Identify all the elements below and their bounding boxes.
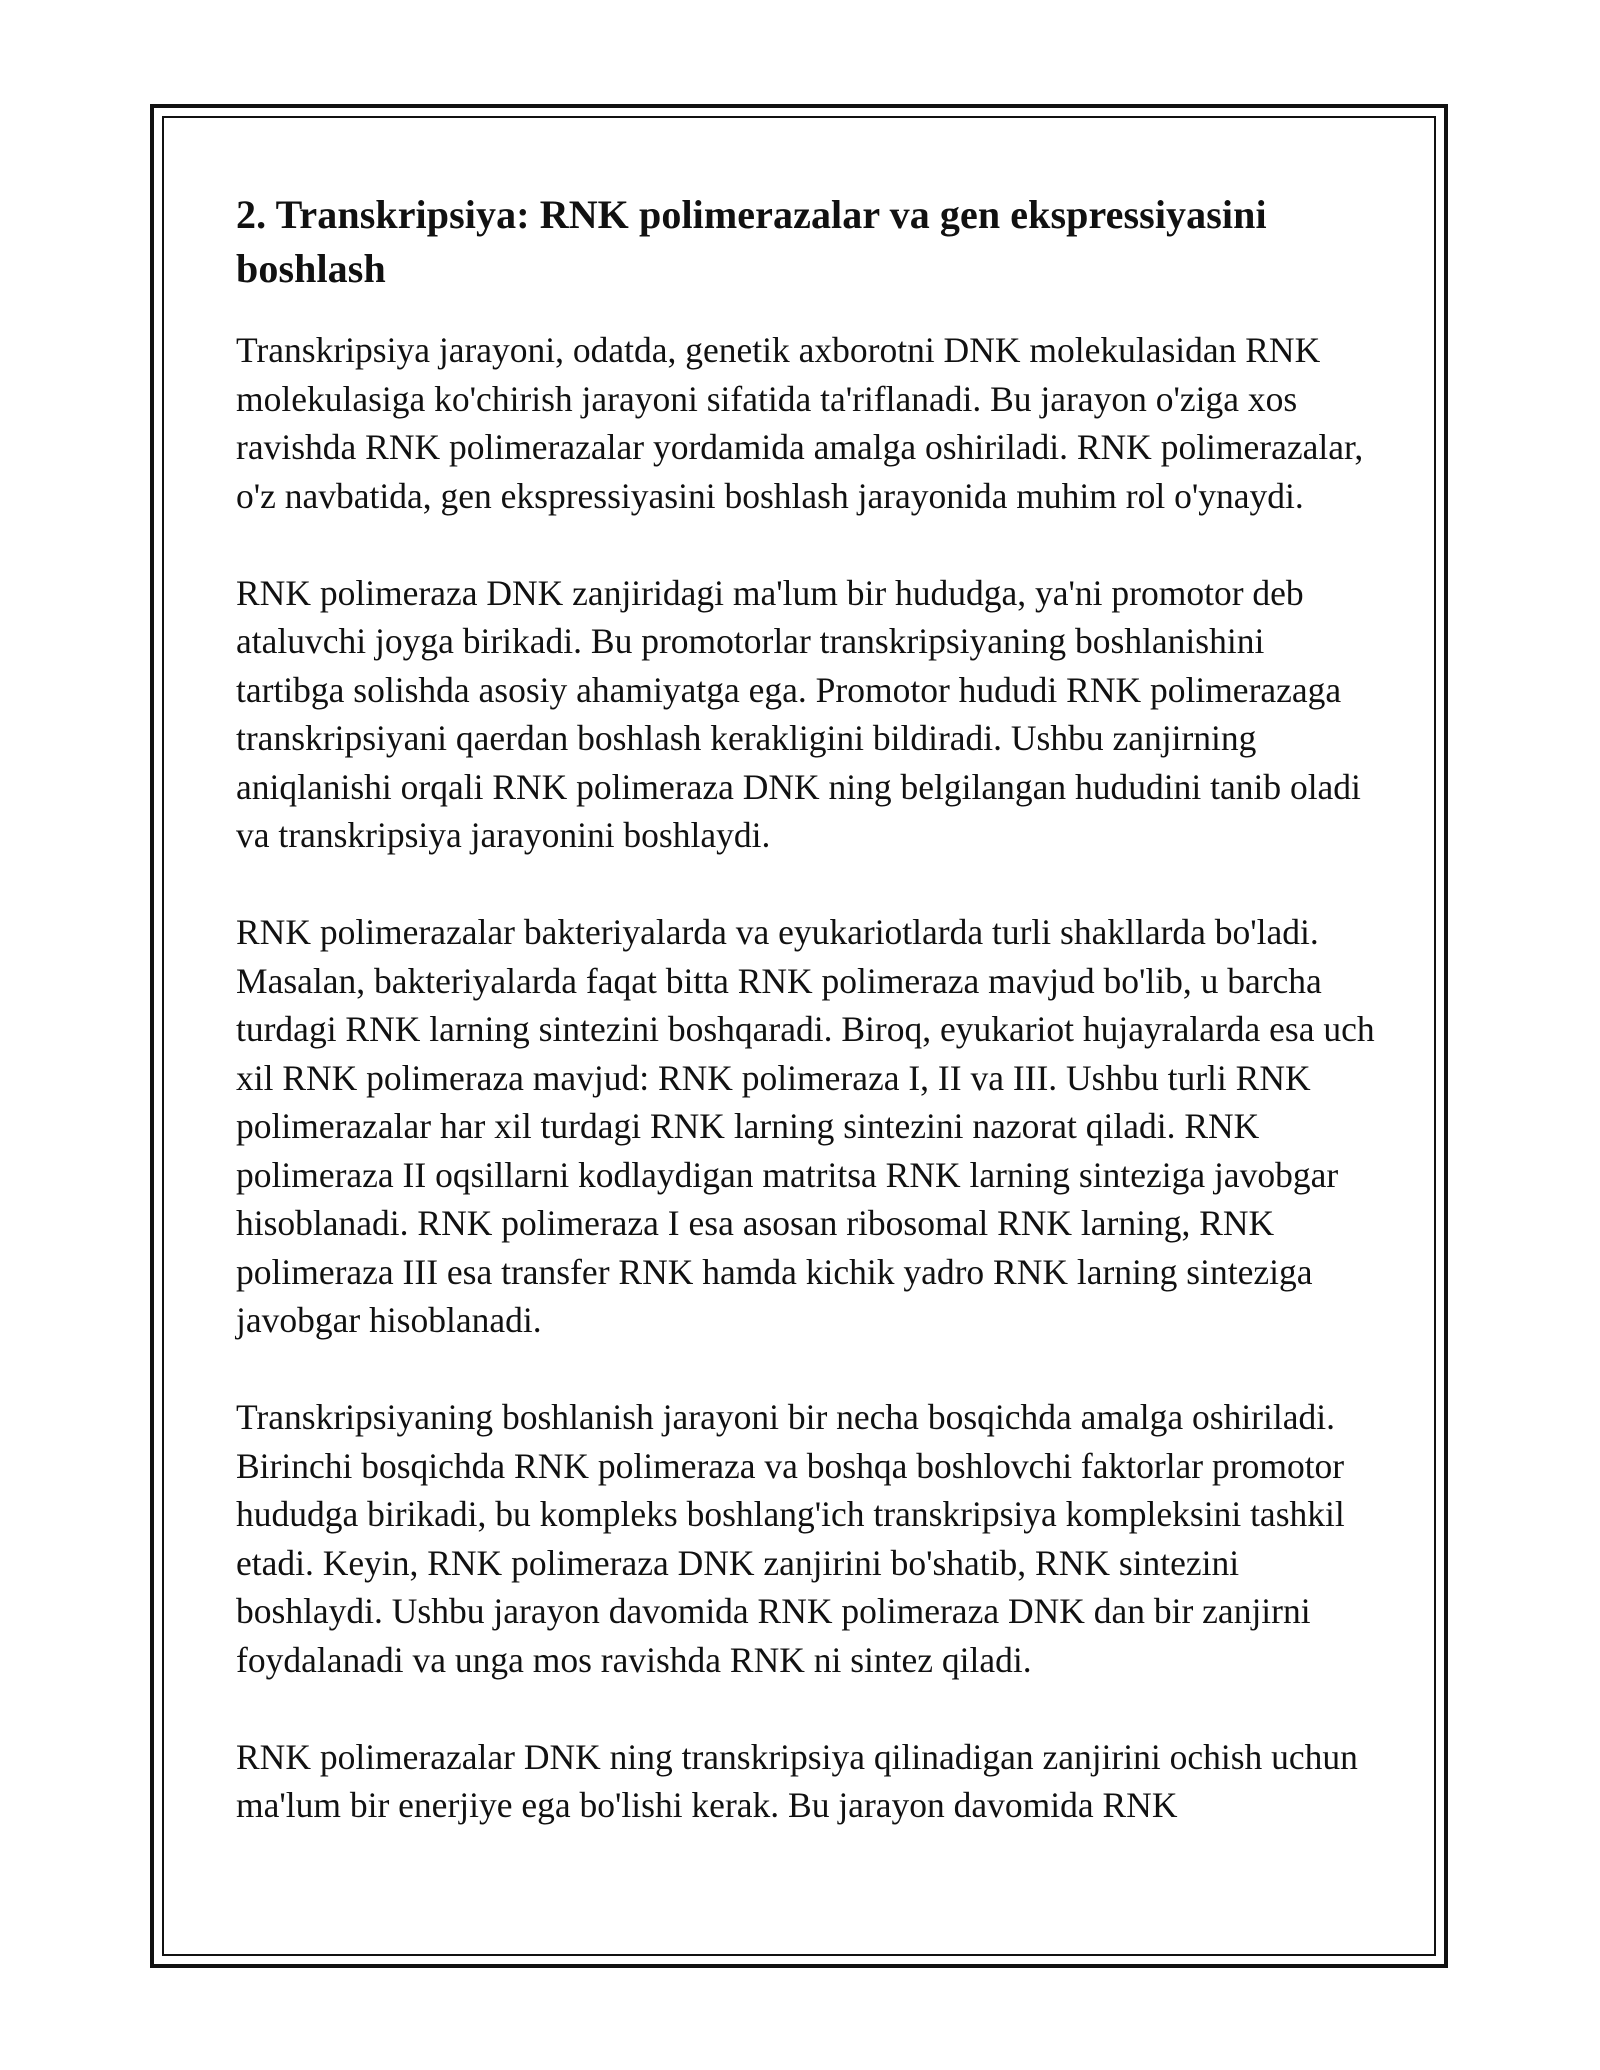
document-body — [236, 180, 1376, 1878]
paragraph-4: Transkripsiyaning boshlanish jarayoni bir necha bosqichda amalga oshiriladi. Birinchi bosqichda RNK polimeraza va boshqa boshlovchi faktorlar promotor hududga birikadi, bu kompleks boshlang'ich transkripsiya kompleksini tashkil etadi. Keyin, RNK polimeraza DNK zanjirini bo'shatib, RNK sintezini boshlaydi. Ushbu jarayon davomida RNK polimeraza DNK dan bir zanjirni foydalanadi va unga mos ravishda RNK ni sintez qiladi. — [236, 1397, 1345, 1680]
paragraph-2: RNK polimeraza DNK zanjiridagi ma'lum bir hududga, ya'ni promotor deb ataluvchi joyga birikadi. Bu promotorlar transkripsiyaning boshlanishini tartibga solishda asosiy ahamiyatga ega. Promotor hududi RNK polimerazaga transkripsiyani qaerdan boshlash kerakligini bildiradi. Ushbu zanjirning aniqlanishi orqali RNK polimeraza DNK ning belgilangan hududini tanib oladi va transkripsiya jarayonini boshlaydi. — [236, 572, 1361, 855]
paragraph-1: Transkripsiya jarayoni, odatda, genetik axborotni DNK molekulasidan RNK molekulasiga ko'chirish jarayoni sifatida ta'riflanadi. Bu jarayon o'ziga xos ravishda RNK polimerazalar yordamida amalga oshiriladi. RNK polimerazalar, o'z navbatida, gen ekspressiyasini boshlash jarayonida muhim rol o'ynaydi. — [236, 330, 1364, 516]
paragraph-3: RNK polimerazalar bakteriyalarda va eyukariotlarda turli shakllarda bo'ladi. Masalan, bakteriyalarda faqat bitta RNK polimeraza mavjud bo'lib, u barcha turdagi RNK larning sintezini boshqaradi. Biroq, eyukariot hujayralarda esa uch xil RNK polimeraza mavjud: RNK polimeraza I, II va III. Ushbu turli RNK polimerazalar har xil turdagi RNK larning sintezini nazorat qiladi. RNK polimeraza II oqsillarni kodlaydigan matritsa RNK larning sinteziga javobgar hisoblanadi. RNK polimeraza I esa asosan ribosomal RNK larning, RNK polimeraza III esa transfer RNK hamda kichik yadro RNK larning sinteziga javobgar hisoblanadi. — [236, 912, 1375, 1340]
paragraph-5: RNK polimerazalar DNK ning transkripsiya qilinadigan zanjirini ochish uchun ma'lum bir enerjiye ega bo'lishi kerak. Bu jarayon davomida RNK — [236, 1736, 1358, 1825]
section-heading: 2. Transkripsiya: RNK polimerazalar va gen ekspressiyasini boshlash — [236, 192, 1267, 291]
